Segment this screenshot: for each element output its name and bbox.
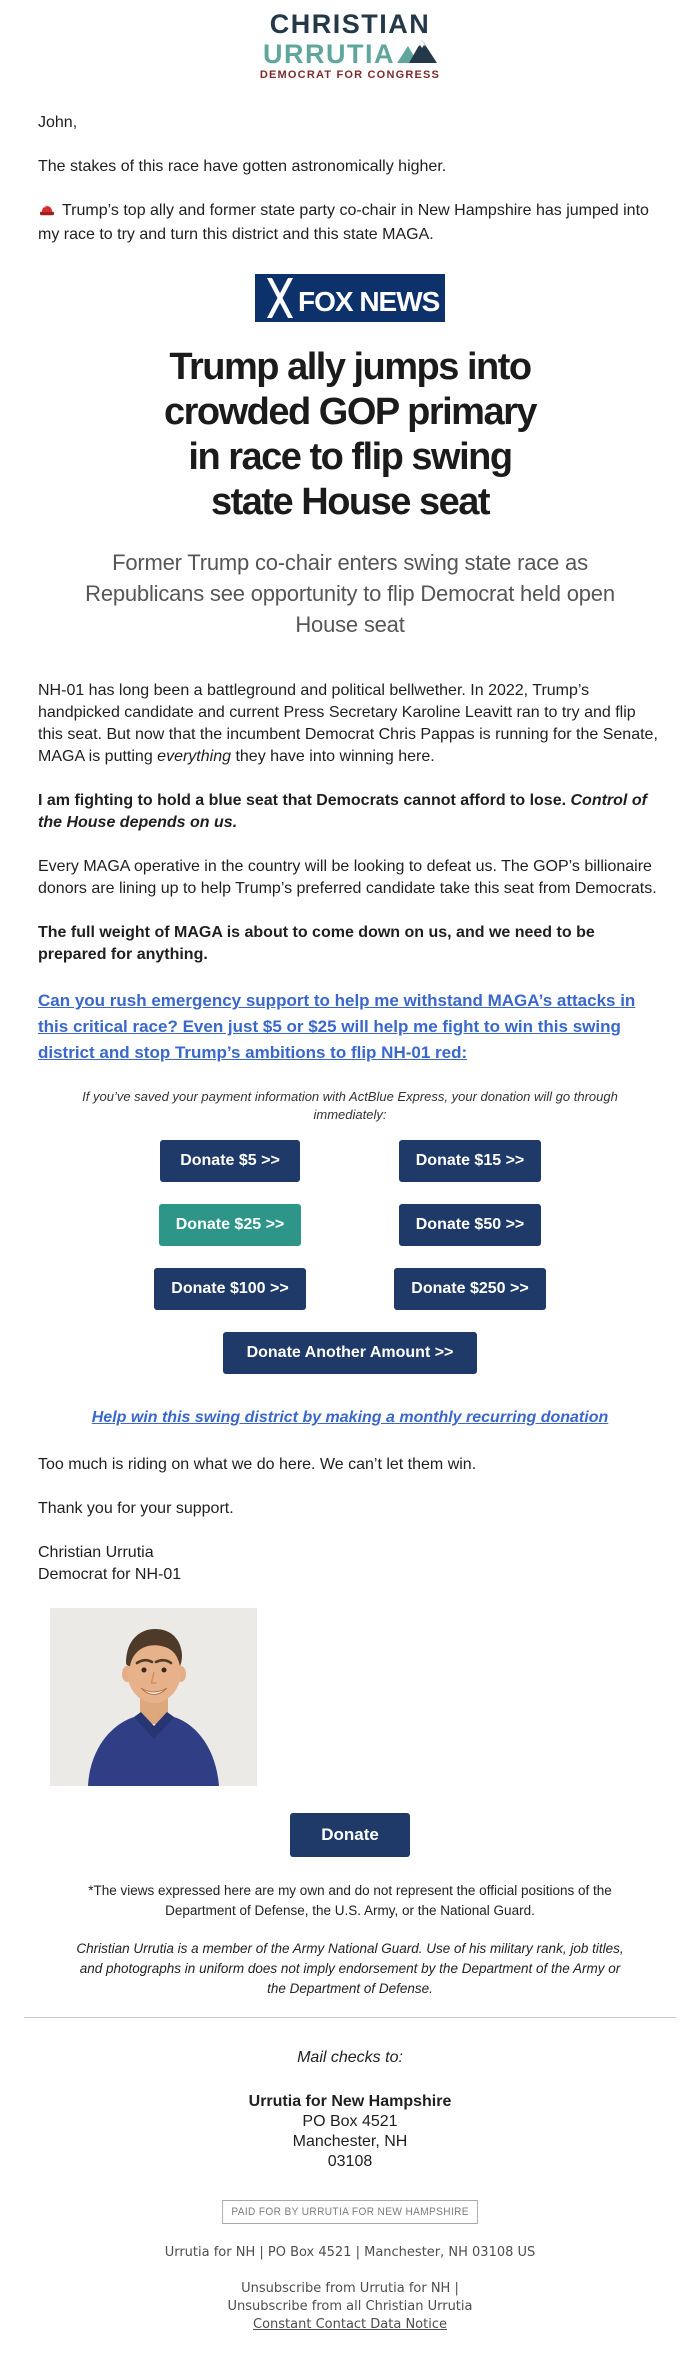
donate-another-amount-button[interactable]: Donate Another Amount >> [223, 1332, 478, 1374]
donate-button-grid [110, 1140, 590, 1310]
actblue-express-note: If you’ve saved your payment information with ActBlue Express, your donation will go through immediately: [82, 1089, 618, 1122]
national-guard-disclaimer: Christian Urrutia is a member of the Army National Guard. Use of his military rank, job titles, and photographs in uniform does not imply endorsement by the Department of the Army or the Department of Defense. [76, 1941, 624, 1996]
greeting: John, [38, 114, 78, 131]
unsubscribe-list-link[interactable]: Unsubscribe from Urrutia for NH | [241, 2281, 459, 2296]
logo-tagline: DEMOCRAT FOR CONGRESS [259, 69, 441, 81]
mail-checks-name: Urrutia for New Hampshire [248, 2093, 452, 2110]
body-p2-bold-italic: Control of the House depends on us. [38, 792, 647, 831]
logo-name-top: CHRISTIAN [269, 9, 431, 39]
signature-title: Democrat for NH-01 [38, 1566, 182, 1583]
body-p1-pre: NH-01 has long been a battleground and political bellwether. In 2022, Trump’s handpicked candidate and current Press Secretary Karoline Leavitt ran to try and flip this seat. But now that the incumbent Democrat Chris Pappas is running for the Senate, MAGA is putting [38, 682, 658, 765]
body-p1-italic: everything [157, 748, 231, 765]
mail-checks-line3: 03108 [327, 2153, 373, 2170]
footer-address: Urrutia for NH | PO Box 4521 | Manchester, NH 03108 US [164, 2245, 536, 2260]
closing-paragraph-1: Too much is riding on what we do here. We can’t let them win. [38, 1456, 477, 1473]
article-headline [38, 345, 662, 525]
body-p2-bold: I am fighting to hold a blue seat that Democrats cannot afford to lose. [38, 792, 571, 809]
fox-news-logo [255, 286, 445, 326]
logo-name-bottom-text: URRUTIA [263, 39, 395, 69]
siren-icon [38, 201, 56, 224]
logo-name-bottom [263, 38, 437, 67]
constant-contact-data-notice-link[interactable]: Constant Contact Data Notice [253, 2317, 447, 2332]
campaign-logo [0, 0, 700, 82]
unsubscribe-all-link[interactable]: Unsubscribe from all Christian Urrutia [227, 2299, 473, 2314]
monthly-recurring-link[interactable]: Help win this swing district by making a monthly recurring donation [91, 1409, 609, 1426]
views-disclaimer: *The views expressed here are my own and do not represent the official positions of the Department of Defense, the U.S. Army, or the National Guard. [88, 1883, 612, 1918]
donate-button[interactable]: Donate [290, 1813, 410, 1857]
mail-checks-line1: PO Box 4521 [302, 2113, 398, 2130]
body-paragraph-1 [38, 680, 662, 768]
emergency-support-link[interactable]: Can you rush emergency support to help me withstand MAGA’s attacks in this critical race? Even just $5 or $25 will help me fight to win this swing district and stop Trump’s ambitions to flip NH-01 red: [38, 991, 636, 1062]
headline-line: state House seat [210, 481, 489, 523]
donate-5-button[interactable]: Donate $5 >> [160, 1140, 300, 1182]
intro-alarm-text: Trump’s top ally and former state party co-chair in New Hampshire has jumped into my race to try and turn this district and this state MAGA. [38, 202, 649, 243]
portrait-photo [50, 1608, 662, 1791]
svg-text:FOX NEWS: FOX NEWS [298, 286, 440, 317]
article-subheadline: Former Trump co-chair enters swing state race as Republicans see opportunity to flip Democrat held open House seat [85, 550, 615, 637]
donate-250-button[interactable]: Donate $250 >> [394, 1268, 545, 1310]
body-paragraph-4: The full weight of MAGA is about to come down on us, and we need to be prepared for anything. [38, 924, 595, 963]
intro-stakes: The stakes of this race have gotten astronomically higher. [38, 158, 447, 175]
headline-line: crowded GOP primary [163, 391, 537, 433]
donate-25-button[interactable]: Donate $25 >> [159, 1204, 302, 1246]
divider [24, 2017, 676, 2018]
mail-checks-line2: Manchester, NH [292, 2133, 408, 2150]
donate-50-button[interactable]: Donate $50 >> [399, 1204, 542, 1246]
body-paragraph-3: Every MAGA operative in the country will be looking to defeat us. The GOP’s billionaire donors are lining up to help Trump’s preferred candidate take this seat from Democrats. [38, 858, 657, 897]
mountain-icon [397, 38, 437, 67]
mail-checks-label: Mail checks to: [297, 2049, 403, 2066]
signature-name: Christian Urrutia [38, 1544, 154, 1561]
donate-15-button[interactable]: Donate $15 >> [399, 1140, 542, 1182]
paid-for-disclaimer: PAID FOR BY URRUTIA FOR NEW HAMPSHIRE [222, 2200, 478, 2224]
body-paragraph-2 [38, 790, 662, 834]
donate-100-button[interactable]: Donate $100 >> [154, 1268, 305, 1310]
signature [38, 1542, 662, 1586]
closing-paragraph-2: Thank you for your support. [38, 1500, 234, 1517]
headline-line: Trump ally jumps into [169, 346, 531, 388]
headline-line: in race to flip swing [188, 436, 512, 478]
body-p1-post: they have into winning here. [231, 748, 435, 765]
intro-alarm [38, 200, 662, 246]
